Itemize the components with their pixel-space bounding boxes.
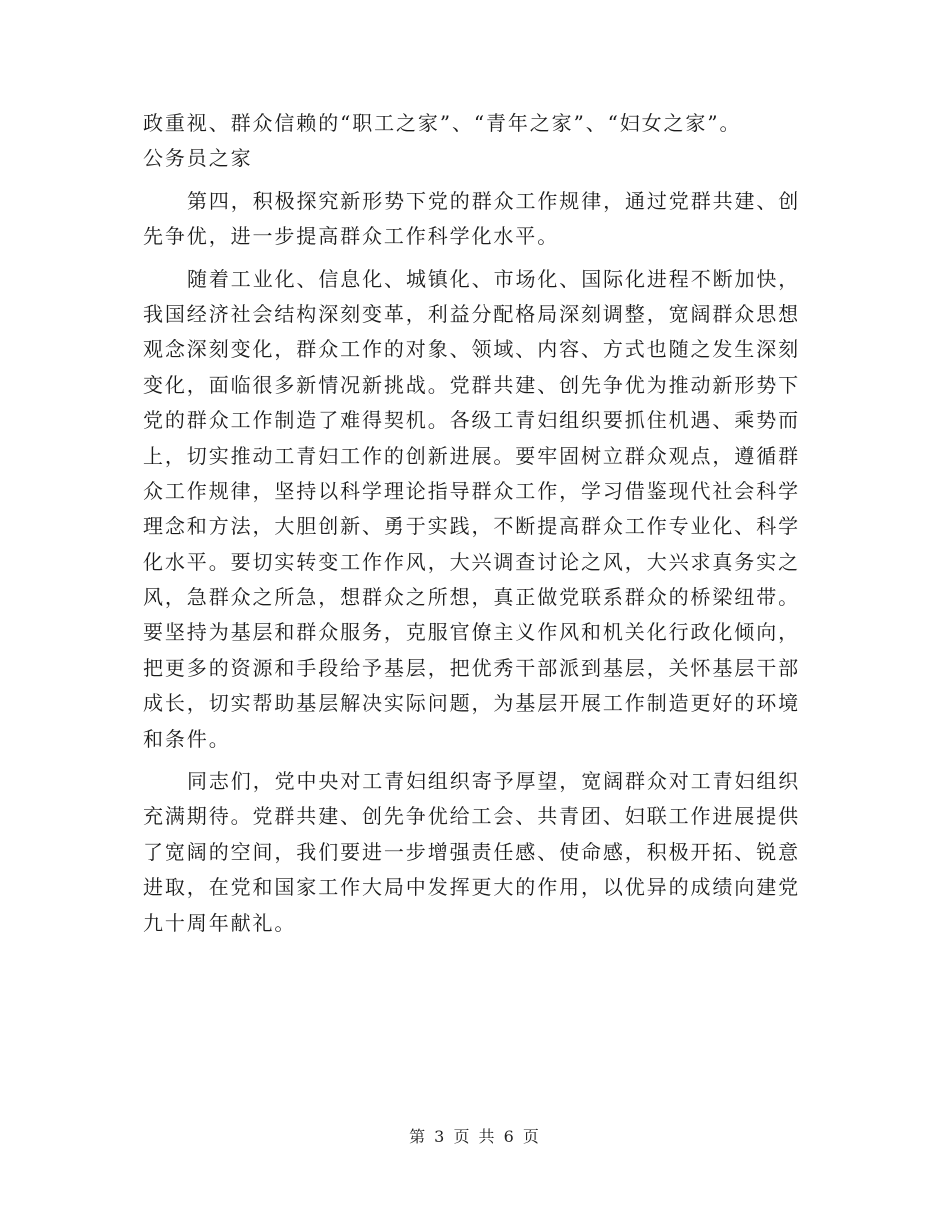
text-line: 第四，积极探究新形势下党的群众工作规律，通过党群共建、创 [187,188,801,213]
paragraph-gap [143,255,803,262]
text-line: 先争优，进一步提高群众工作科学化水平。 [143,224,560,249]
page-number-footer: 第 3 页 共 6 页 [409,1127,541,1146]
text-line: 同志们，党中央对工青妇组织寄予厚望，宽阔群众对工青妇组织 [187,769,801,794]
text-line: 观念深刻变化，群众工作的对象、领域、内容、方式也随之发生深刻 [143,337,800,362]
text-line: 变化，面临很多新情况新挑战。党群共建、创先争优为推动新形势下 [143,372,800,397]
text-line: 九十周年献礼。 [143,910,297,935]
text-line: 成长，切实帮助基层解决实际问题，为基层开展工作制造更好的环境 [143,691,800,716]
paragraph-gap [143,757,803,764]
text-line: 化水平。要切实转变工作作风，大兴调查讨论之风，大兴求真务实之 [143,549,800,574]
text-line: 公务员之家 [143,146,253,171]
text-line: 理念和方法，大胆创新、勇于实践，不断提高群众工作专业化、科学 [143,514,800,539]
text-line: 了宽阔的空间，我们要进一步增强责任感、使命感，积极开拓、锐意 [143,839,800,864]
text-line: 充满期待。党群共建、创先争优给工会、共青团、妇联工作进展提供 [143,804,800,829]
text-line: 众工作规律，坚持以科学理论指导群众工作，学习借鉴现代社会科学 [143,478,800,503]
text-line: 进取，在党和国家工作大局中发挥更大的作用，以优异的成绩向建党 [143,875,800,900]
text-line: 把更多的资源和手段给予基层，把优秀干部派到基层，关怀基层干部 [143,655,800,680]
text-line: 随着工业化、信息化、城镇化、市场化、国际化进程不断加快， [187,266,801,291]
text-line: 政重视、群众信赖的“职工之家”、“青年之家”、“妇女之家”。 [143,111,742,135]
text-line: 党的群众工作制造了难得契机。各级工青妇组织要抓住机遇、乘势而 [143,408,800,433]
text-line: 要坚持为基层和群众服务，克服官僚主义作风和机关化行政化倾向， [143,620,800,645]
text-line: 风，急群众之所急，想群众之所想，真正做党联系群众的桥梁纽带。 [143,585,800,610]
paragraph-gap [143,177,803,184]
text-line: 我国经济社会结构深刻变革，利益分配格局深刻调整，宽阔群众思想 [143,301,800,326]
text-line: 上，切实推动工青妇工作的创新进展。要牢固树立群众观点，遵循群 [143,443,800,468]
text-line: 和条件。 [143,726,231,751]
document-body [143,106,803,941]
